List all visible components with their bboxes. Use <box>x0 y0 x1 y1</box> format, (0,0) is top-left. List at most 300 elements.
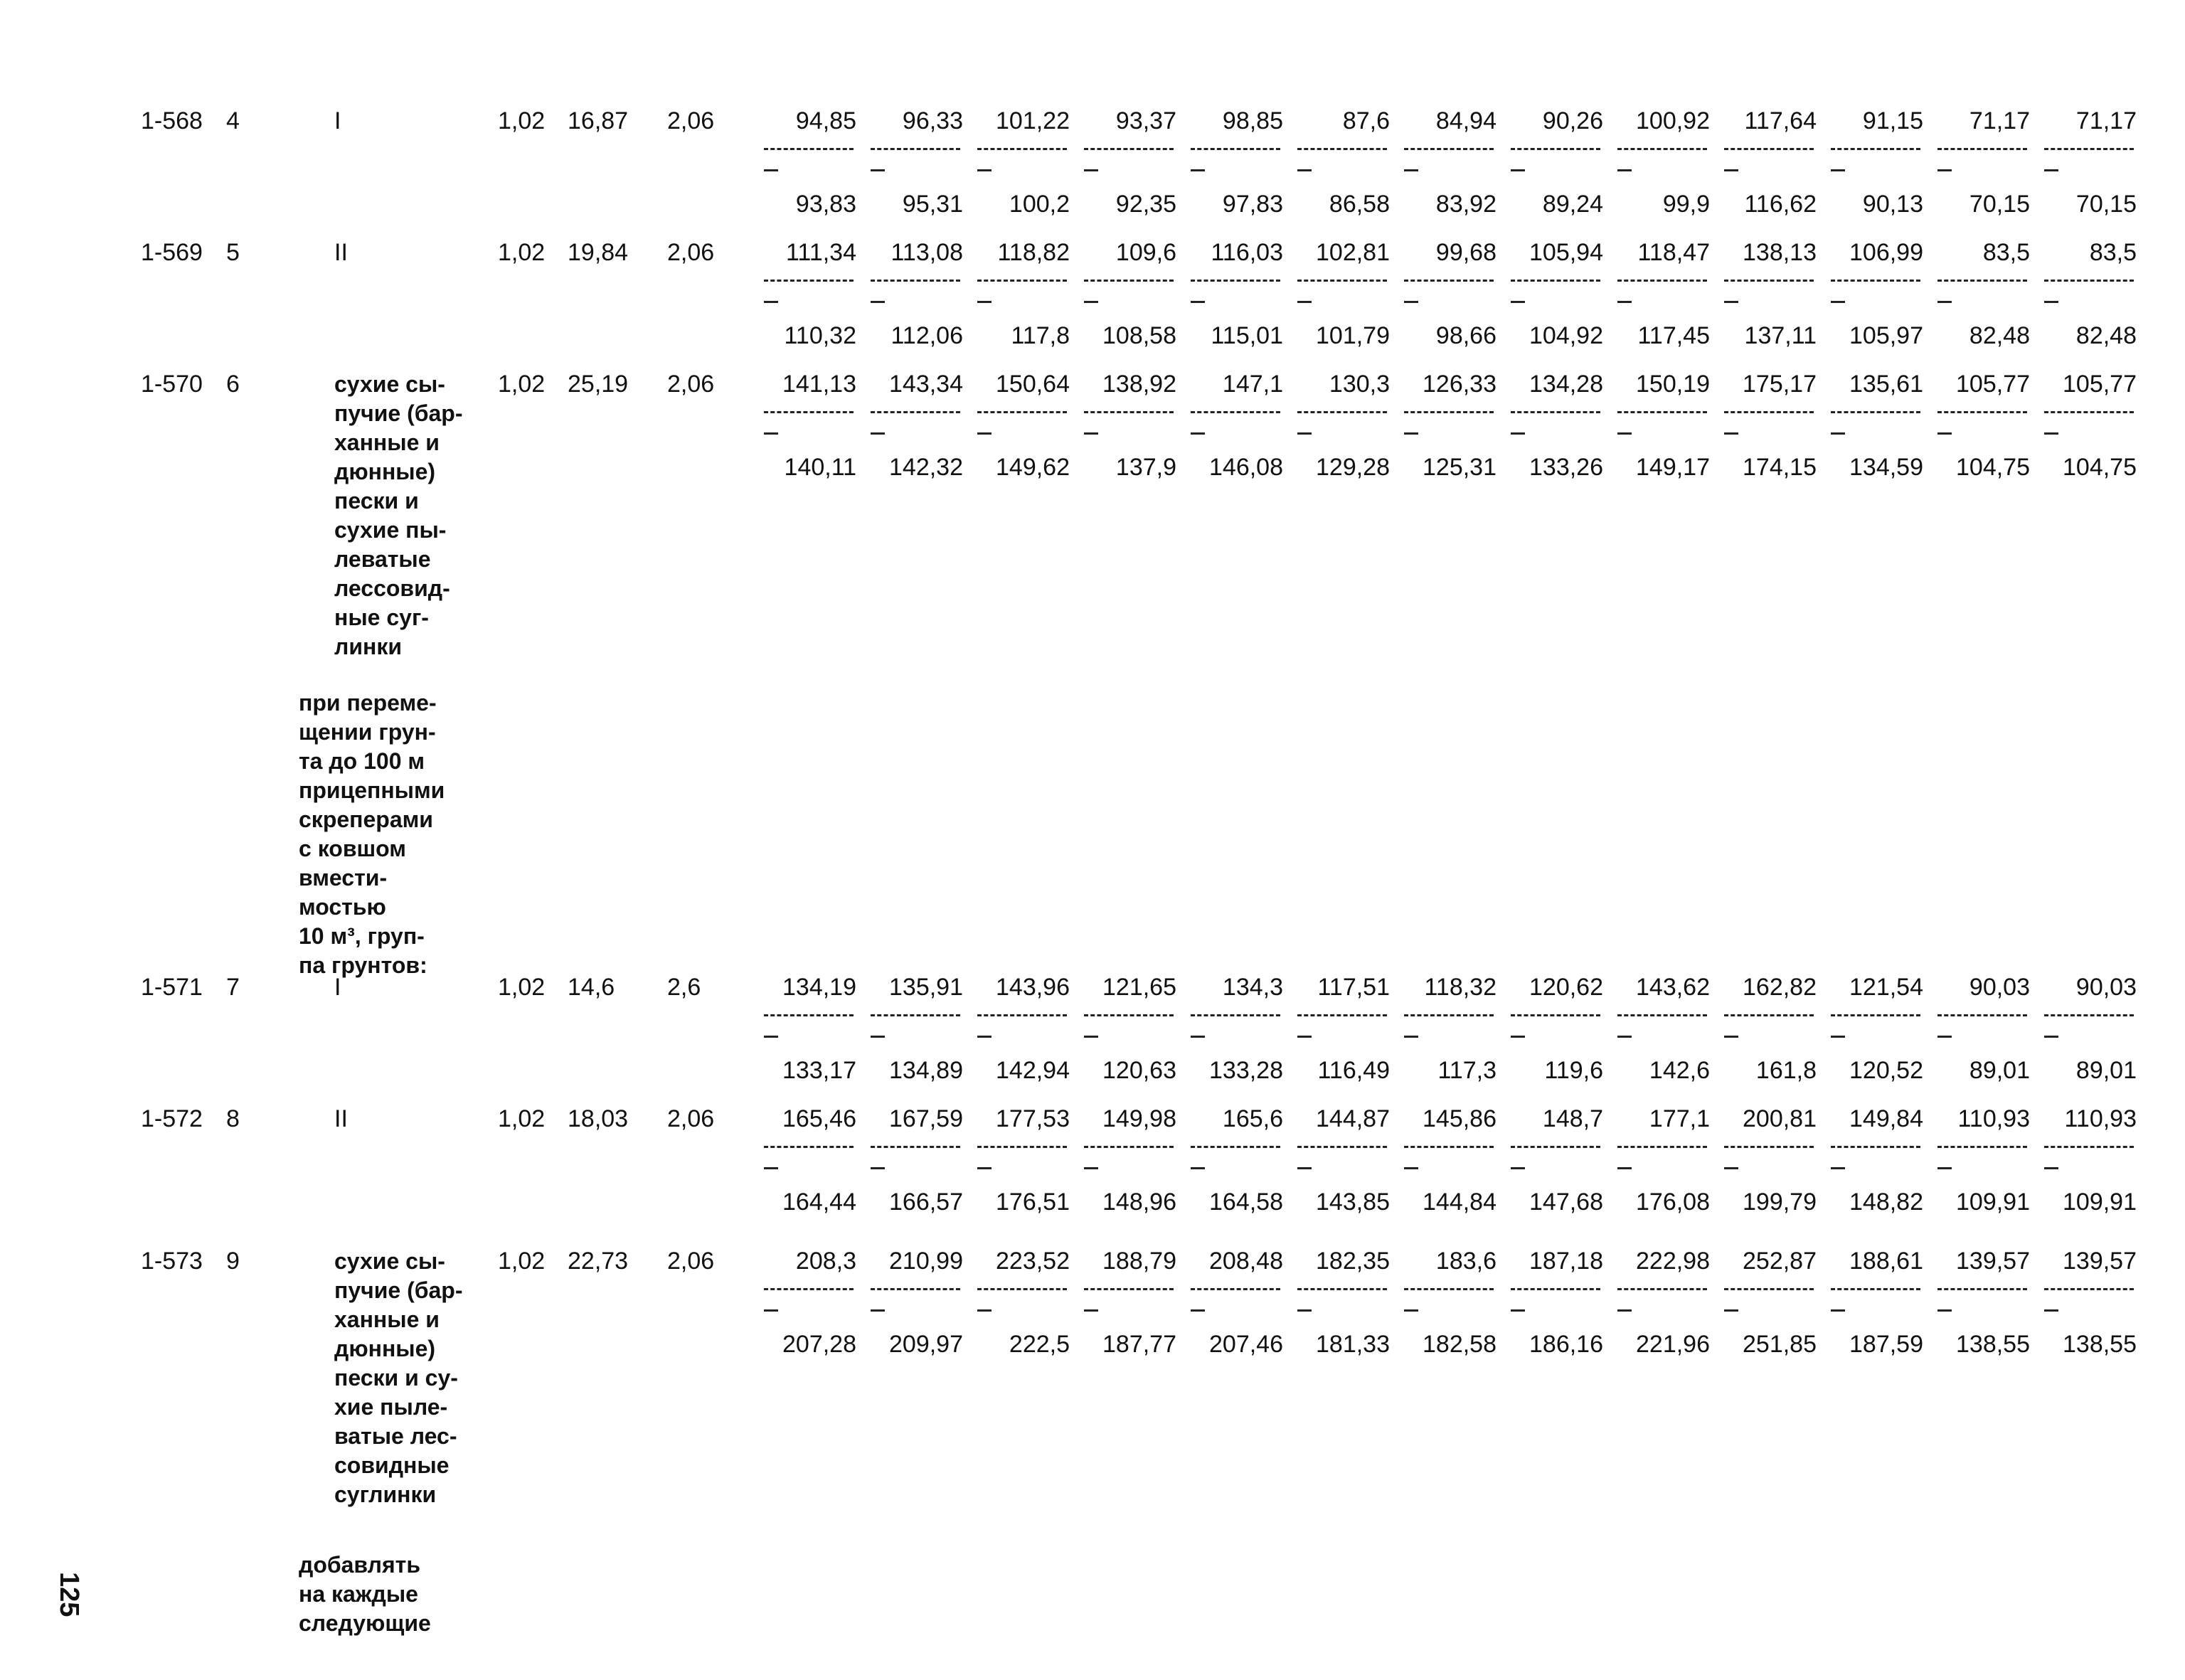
value-bottom: 90,13 <box>1862 191 1923 218</box>
value-fraction <box>1081 107 1176 218</box>
value-bottom: 104,75 <box>2063 454 2137 481</box>
fraction-line <box>1511 148 1600 152</box>
fraction-line <box>1724 411 1814 415</box>
fraction-line <box>1511 1146 1600 1150</box>
value-fraction <box>1508 370 1603 482</box>
fraction-dash <box>1084 1036 1098 1038</box>
value-fraction <box>1294 238 1390 350</box>
fraction-dash <box>977 301 992 303</box>
value-top: 165,46 <box>782 1105 856 1132</box>
row-number: 4 <box>226 107 240 134</box>
value-bottom: 83,92 <box>1435 191 1496 218</box>
value-top: 143,96 <box>996 974 1070 1001</box>
value-top: 102,81 <box>1316 239 1390 266</box>
value-bottom: 187,77 <box>1102 1331 1176 1358</box>
fraction-dash <box>2044 432 2058 435</box>
fraction-dash <box>1191 1309 1205 1312</box>
row-group: сухие сы- пучие (бар- ханные и дюнные) пески и су- хие пыле- ватые лес- совидные суглинки <box>334 1248 463 1507</box>
fraction-dash <box>1724 1309 1738 1312</box>
row-code: 1-570 <box>141 371 203 398</box>
fraction-dash <box>2044 169 2058 171</box>
value-top: 84,94 <box>1435 107 1496 134</box>
fraction-dash <box>1084 1309 1098 1312</box>
value-bottom: 143,85 <box>1316 1189 1390 1216</box>
value-bottom: 104,92 <box>1529 322 1603 349</box>
value-top: 135,91 <box>889 974 963 1001</box>
fraction-dash <box>2044 1036 2058 1038</box>
fraction-line <box>1831 1014 1920 1019</box>
value-fraction <box>1188 1247 1283 1359</box>
section-note-scrapers: при переме- щении грун- та до 100 м прицепными скреперами с ковшом вмести- мостью 10 м³, груп- па грунтов: <box>299 690 445 978</box>
value-fraction <box>1294 1105 1390 1216</box>
value-bottom: 99,9 <box>1662 191 1710 218</box>
value-fraction <box>974 1105 1070 1216</box>
row-number: 7 <box>226 974 240 1001</box>
fraction-dash <box>764 1036 778 1038</box>
row-coef-1: 1,02 <box>498 974 546 1001</box>
value-fraction <box>1294 370 1390 482</box>
fraction-line <box>1937 1288 2027 1292</box>
fraction-dash <box>2044 301 2058 303</box>
value-fraction <box>1188 238 1283 350</box>
section-note-add: добавлять на каждые следующие <box>299 1552 431 1636</box>
value-fraction <box>1508 238 1603 350</box>
value-top: 109,6 <box>1115 239 1176 266</box>
value-top: 147,1 <box>1222 371 1283 398</box>
value-fraction <box>1188 973 1283 1085</box>
fraction-line <box>1084 1146 1174 1150</box>
value-bottom: 104,75 <box>1956 454 2030 481</box>
row-coef-3: 2,06 <box>667 107 715 134</box>
value-top: 118,47 <box>1637 239 1710 266</box>
value-top: 187,18 <box>1529 1248 1603 1275</box>
value-fraction <box>1935 370 2030 482</box>
fraction-dash <box>1937 169 1952 171</box>
value-top: 148,7 <box>1542 1105 1603 1132</box>
fraction-line <box>977 1288 1067 1292</box>
row-coef-2: 25,19 <box>568 371 629 398</box>
value-top: 90,26 <box>1542 107 1603 134</box>
fraction-dash <box>1511 432 1525 435</box>
value-bottom: 186,16 <box>1529 1331 1603 1358</box>
value-bottom: 251,85 <box>1743 1331 1817 1358</box>
value-fraction <box>1828 1247 1923 1359</box>
value-bottom: 89,01 <box>2075 1057 2137 1084</box>
value-top: 100,92 <box>1636 107 1710 134</box>
fraction-dash <box>1404 432 1418 435</box>
fraction-line <box>1084 148 1174 152</box>
value-top: 134,28 <box>1529 371 1603 398</box>
value-fraction <box>1188 107 1283 218</box>
value-fraction <box>1615 1247 1710 1359</box>
fraction-dash <box>1617 1309 1632 1312</box>
value-fraction <box>1935 1247 2030 1359</box>
value-fraction <box>1188 1105 1283 1216</box>
value-bottom: 147,68 <box>1529 1189 1603 1216</box>
fraction-dash <box>2044 1167 2058 1169</box>
fraction-dash <box>1084 432 1098 435</box>
value-fraction <box>1401 973 1496 1085</box>
fraction-dash <box>1191 1036 1205 1038</box>
value-fraction <box>1721 238 1817 350</box>
fraction-dash <box>871 432 885 435</box>
value-top: 99,68 <box>1435 239 1496 266</box>
row-coef-2: 19,84 <box>568 239 629 266</box>
value-bottom: 221,96 <box>1636 1331 1710 1358</box>
fraction-dash <box>1831 432 1845 435</box>
value-top: 252,87 <box>1743 1248 1817 1275</box>
fraction-dash <box>1937 1309 1952 1312</box>
fraction-line <box>1831 280 1920 284</box>
row-coef-1: 1,02 <box>498 1248 546 1275</box>
fraction-line <box>2044 411 2134 415</box>
row-coef-1: 1,02 <box>498 1105 546 1132</box>
value-fraction <box>2041 107 2137 218</box>
value-fraction <box>1828 107 1923 218</box>
row-group: II <box>334 239 348 266</box>
value-fraction <box>2041 973 2137 1085</box>
value-top: 183,6 <box>1435 1248 1496 1275</box>
value-fraction <box>1294 107 1390 218</box>
value-fraction <box>2041 370 2137 482</box>
value-fraction <box>1081 238 1176 350</box>
value-top: 113,08 <box>891 239 963 266</box>
value-bottom: 164,44 <box>782 1189 856 1216</box>
value-top: 105,77 <box>2063 371 2137 398</box>
fraction-dash <box>1511 1167 1525 1169</box>
row-code: 1-573 <box>141 1248 203 1275</box>
value-fraction <box>1615 370 1710 482</box>
value-fraction <box>1081 1247 1176 1359</box>
fraction-dash <box>1297 432 1312 435</box>
fraction-line <box>1831 411 1920 415</box>
value-fraction <box>1188 370 1283 482</box>
fraction-line <box>2044 1014 2134 1019</box>
fraction-dash <box>1297 169 1312 171</box>
row-number: 9 <box>226 1248 240 1275</box>
value-top: 83,5 <box>2089 239 2137 266</box>
value-top: 98,85 <box>1222 107 1283 134</box>
value-bottom: 149,17 <box>1636 454 1710 481</box>
value-bottom: 166,57 <box>889 1189 963 1216</box>
value-fraction <box>1828 973 1923 1085</box>
fraction-line <box>1724 148 1814 152</box>
value-top: 208,48 <box>1209 1248 1283 1275</box>
value-bottom: 108,58 <box>1102 322 1176 349</box>
fraction-dash <box>1617 169 1632 171</box>
fraction-line <box>764 148 854 152</box>
fraction-dash <box>871 1036 885 1038</box>
value-bottom: 137,11 <box>1744 322 1817 349</box>
value-top: 165,6 <box>1222 1105 1283 1132</box>
value-fraction <box>1615 973 1710 1085</box>
fraction-line <box>977 280 1067 284</box>
value-bottom: 86,58 <box>1329 191 1390 218</box>
value-fraction <box>1401 238 1496 350</box>
value-top: 90,03 <box>2075 974 2137 1001</box>
fraction-line <box>1831 148 1920 152</box>
value-fraction <box>2041 1247 2137 1359</box>
value-top: 138,13 <box>1743 239 1817 266</box>
value-bottom: 82,48 <box>1969 322 2030 349</box>
value-top: 126,33 <box>1423 371 1496 398</box>
fraction-line <box>1937 1014 2027 1019</box>
value-fraction <box>1508 1247 1603 1359</box>
row-code: 1-569 <box>141 239 203 266</box>
value-fraction <box>761 973 856 1085</box>
fraction-line <box>2044 148 2134 152</box>
page-number: 125 <box>54 1572 84 1617</box>
fraction-line <box>2044 1146 2134 1150</box>
fraction-line <box>977 148 1067 152</box>
value-top: 110,93 <box>2064 1105 2137 1132</box>
value-bottom: 93,83 <box>795 191 856 218</box>
value-fraction <box>868 370 963 482</box>
fraction-dash <box>1404 1309 1418 1312</box>
value-bottom: 199,79 <box>1743 1189 1817 1216</box>
value-top: 87,6 <box>1342 107 1390 134</box>
value-bottom: 182,58 <box>1423 1331 1496 1358</box>
fraction-dash <box>1191 301 1205 303</box>
value-bottom: 134,89 <box>889 1057 963 1084</box>
value-bottom: 222,5 <box>1009 1331 1070 1358</box>
value-fraction <box>1294 973 1390 1085</box>
fraction-line <box>764 411 854 415</box>
fraction-dash <box>871 1309 885 1312</box>
fraction-line <box>977 1146 1067 1150</box>
row-coef-2: 16,87 <box>568 107 629 134</box>
value-bottom: 138,55 <box>1956 1331 2030 1358</box>
value-top: 149,98 <box>1102 1105 1176 1132</box>
fraction-line <box>1404 1146 1494 1150</box>
fraction-line <box>1404 1014 1494 1019</box>
value-top: 177,1 <box>1649 1105 1710 1132</box>
row-coef-2: 22,73 <box>568 1248 629 1275</box>
fraction-line <box>1511 1288 1600 1292</box>
row-number: 6 <box>226 371 240 398</box>
fraction-dash <box>871 169 885 171</box>
value-fraction <box>1615 238 1710 350</box>
value-top: 106,99 <box>1849 239 1923 266</box>
value-top: 121,65 <box>1102 974 1176 1001</box>
value-fraction <box>1721 370 1817 482</box>
value-bottom: 110,32 <box>784 322 856 349</box>
row-group: I <box>334 107 341 134</box>
value-bottom: 89,01 <box>1969 1057 2030 1084</box>
fraction-line <box>1404 148 1494 152</box>
value-fraction <box>1081 370 1176 482</box>
value-bottom: 70,15 <box>2075 191 2137 218</box>
value-bottom: 148,96 <box>1102 1189 1176 1216</box>
value-bottom: 149,62 <box>996 454 1070 481</box>
value-top: 150,64 <box>996 371 1070 398</box>
fraction-dash <box>764 1167 778 1169</box>
value-fraction <box>1508 973 1603 1085</box>
fraction-dash <box>764 432 778 435</box>
fraction-dash <box>871 1167 885 1169</box>
value-bottom: 82,48 <box>2075 322 2137 349</box>
row-coef-1: 1,02 <box>498 239 546 266</box>
fraction-dash <box>1937 301 1952 303</box>
fraction-line <box>871 148 960 152</box>
value-fraction <box>761 370 856 482</box>
value-bottom: 129,28 <box>1316 454 1390 481</box>
fraction-line <box>764 1146 854 1150</box>
value-bottom: 119,6 <box>1544 1057 1603 1084</box>
value-top: 111,34 <box>786 239 856 266</box>
value-top: 200,81 <box>1743 1105 1817 1132</box>
fraction-dash <box>1297 1309 1312 1312</box>
value-top: 118,32 <box>1424 974 1496 1001</box>
value-bottom: 144,84 <box>1423 1189 1496 1216</box>
fraction-dash <box>1404 169 1418 171</box>
value-bottom: 109,91 <box>2063 1189 2137 1216</box>
fraction-line <box>1511 411 1600 415</box>
row-coef-3: 2,06 <box>667 1105 715 1132</box>
value-fraction <box>974 1247 1070 1359</box>
fraction-line <box>1191 280 1280 284</box>
fraction-dash <box>1617 432 1632 435</box>
fraction-line <box>1724 1288 1814 1292</box>
fraction-line <box>977 1014 1067 1019</box>
fraction-dash <box>1297 301 1312 303</box>
fraction-dash <box>977 1036 992 1038</box>
value-bottom: 116,49 <box>1317 1057 1390 1084</box>
value-top: 83,5 <box>1982 239 2030 266</box>
value-bottom: 101,79 <box>1316 322 1390 349</box>
value-fraction <box>1508 107 1603 218</box>
fraction-dash <box>1084 1167 1098 1169</box>
value-top: 105,94 <box>1529 239 1603 266</box>
value-top: 143,62 <box>1636 974 1710 1001</box>
row-coef-3: 2,06 <box>667 1248 715 1275</box>
value-top: 91,15 <box>1862 107 1923 134</box>
row-coef-1: 1,02 <box>498 371 546 398</box>
value-bottom: 89,24 <box>1542 191 1603 218</box>
value-top: 145,86 <box>1423 1105 1496 1132</box>
value-bottom: 138,55 <box>2063 1331 2137 1358</box>
value-fraction <box>1401 1247 1496 1359</box>
value-top: 135,61 <box>1849 371 1923 398</box>
value-fraction <box>761 1247 856 1359</box>
row-number: 8 <box>226 1105 240 1132</box>
fraction-dash <box>1404 301 1418 303</box>
fraction-dash <box>1191 432 1205 435</box>
fraction-line <box>1937 411 2027 415</box>
row-coef-2: 14,6 <box>568 974 615 1001</box>
value-bottom: 148,82 <box>1849 1189 1923 1216</box>
fraction-line <box>764 280 854 284</box>
value-bottom: 161,8 <box>1755 1057 1817 1084</box>
fraction-line <box>1404 1288 1494 1292</box>
fraction-line <box>871 280 960 284</box>
fraction-line <box>1617 411 1707 415</box>
value-bottom: 120,52 <box>1849 1057 1923 1084</box>
value-fraction <box>1615 107 1710 218</box>
value-bottom: 100,2 <box>1009 191 1070 218</box>
value-fraction <box>868 973 963 1085</box>
fraction-dash <box>1404 1036 1418 1038</box>
value-top: 167,59 <box>889 1105 963 1132</box>
fraction-line <box>1724 280 1814 284</box>
value-top: 162,82 <box>1743 974 1817 1001</box>
fraction-dash <box>764 1309 778 1312</box>
value-bottom: 70,15 <box>1969 191 2030 218</box>
value-fraction <box>1508 1105 1603 1216</box>
value-bottom: 105,97 <box>1849 322 1923 349</box>
value-fraction <box>1615 1105 1710 1216</box>
value-bottom: 142,32 <box>889 454 963 481</box>
fraction-dash <box>1191 1167 1205 1169</box>
value-top: 175,17 <box>1743 371 1817 398</box>
value-bottom: 109,91 <box>1956 1189 2030 1216</box>
fraction-dash <box>1937 432 1952 435</box>
value-fraction <box>974 370 1070 482</box>
fraction-dash <box>1511 1309 1525 1312</box>
value-bottom: 207,46 <box>1209 1331 1283 1358</box>
fraction-line <box>1617 1146 1707 1150</box>
fraction-line <box>1831 1288 1920 1292</box>
value-top: 134,3 <box>1222 974 1283 1001</box>
fraction-dash <box>1724 301 1738 303</box>
value-fraction <box>1828 1105 1923 1216</box>
fraction-dash <box>977 432 992 435</box>
row-coef-3: 2,6 <box>667 974 701 1001</box>
fraction-dash <box>1617 301 1632 303</box>
fraction-dash <box>1297 1167 1312 1169</box>
value-top: 177,53 <box>996 1105 1070 1132</box>
row-code: 1-572 <box>141 1105 203 1132</box>
value-fraction <box>974 973 1070 1085</box>
value-bottom: 117,8 <box>1011 322 1070 349</box>
fraction-dash <box>1937 1036 1952 1038</box>
value-bottom: 176,51 <box>996 1189 1070 1216</box>
fraction-dash <box>1511 169 1525 171</box>
fraction-dash <box>1937 1167 1952 1169</box>
value-fraction <box>1935 107 2030 218</box>
fraction-dash <box>1191 169 1205 171</box>
value-fraction <box>868 1247 963 1359</box>
value-fraction <box>1828 370 1923 482</box>
fraction-dash <box>764 301 778 303</box>
value-fraction <box>868 107 963 218</box>
fraction-line <box>1084 411 1174 415</box>
fraction-line <box>1937 148 2027 152</box>
value-top: 208,3 <box>795 1248 856 1275</box>
value-fraction <box>1081 973 1176 1085</box>
value-bottom: 92,35 <box>1115 191 1176 218</box>
fraction-dash <box>1724 1167 1738 1169</box>
fraction-dash <box>1511 1036 1525 1038</box>
row-code: 1-568 <box>141 107 203 134</box>
fraction-line <box>871 1146 960 1150</box>
fraction-dash <box>1724 1036 1738 1038</box>
value-top: 138,92 <box>1102 371 1176 398</box>
fraction-line <box>1297 148 1387 152</box>
fraction-line <box>1617 280 1707 284</box>
fraction-dash <box>1831 169 1845 171</box>
value-top: 210,99 <box>889 1248 963 1275</box>
value-fraction <box>1081 1105 1176 1216</box>
value-fraction <box>1401 1105 1496 1216</box>
value-bottom: 209,97 <box>889 1331 963 1358</box>
row-group: I <box>334 974 341 1001</box>
value-fraction <box>1935 238 2030 350</box>
fraction-dash <box>977 169 992 171</box>
value-top: 117,51 <box>1317 974 1390 1001</box>
value-top: 139,57 <box>2063 1248 2137 1275</box>
fraction-line <box>1617 1014 1707 1019</box>
